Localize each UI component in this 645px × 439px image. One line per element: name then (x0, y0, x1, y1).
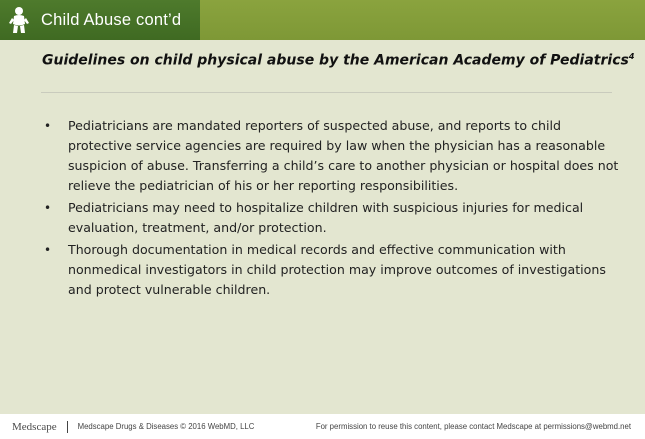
slide-header (0, 0, 645, 40)
bullet-marker: • (44, 243, 52, 257)
baby-icon (7, 5, 31, 35)
bullet-marker: • (44, 201, 52, 215)
bullet-marker: • (44, 119, 52, 133)
bullet-text: Pediatricians may need to hospitalize children with suspicious injuries for medical evaluation, treatment, and/or protection. (68, 200, 584, 235)
subtitle-text: Guidelines on child physical abuse by the American Academy of Pediatrics (42, 52, 629, 69)
bullet-item (42, 198, 627, 238)
header-title-band (0, 0, 200, 40)
medscape-logo: Medscape (12, 420, 57, 433)
divider (41, 92, 612, 93)
footer-copyright: Medscape Drugs & Diseases © 2016 WebMD, LLC (77, 422, 255, 431)
footer-permission: For permission to reuse this content, please contact Medscape at permissions@webmd.net (315, 422, 631, 431)
slide-title: Child Abuse cont’d (41, 10, 182, 29)
bullet-item (42, 116, 627, 196)
bullet-text: Thorough documentation in medical records and effective communication with nonmedical investigators in child protection may improve outcomes of investigations and protect vulnerable children. (68, 242, 606, 297)
footer-separator (67, 421, 68, 433)
slide-subtitle (42, 52, 635, 69)
subtitle-reference: 4 (628, 52, 635, 61)
slide-footer (0, 414, 645, 439)
bullet-text: Pediatricians are mandated reporters of suspected abuse, and reports to child protective service agencies are required by law when the physician has a reasonable suspicion of abuse. Transferring a child’s care to another physician or hospital does not relieve the pediatrician of his or her reporting responsibilities. (68, 118, 619, 193)
bullet-list (42, 116, 627, 302)
header-accent-band (200, 0, 645, 40)
bullet-item (42, 240, 627, 300)
